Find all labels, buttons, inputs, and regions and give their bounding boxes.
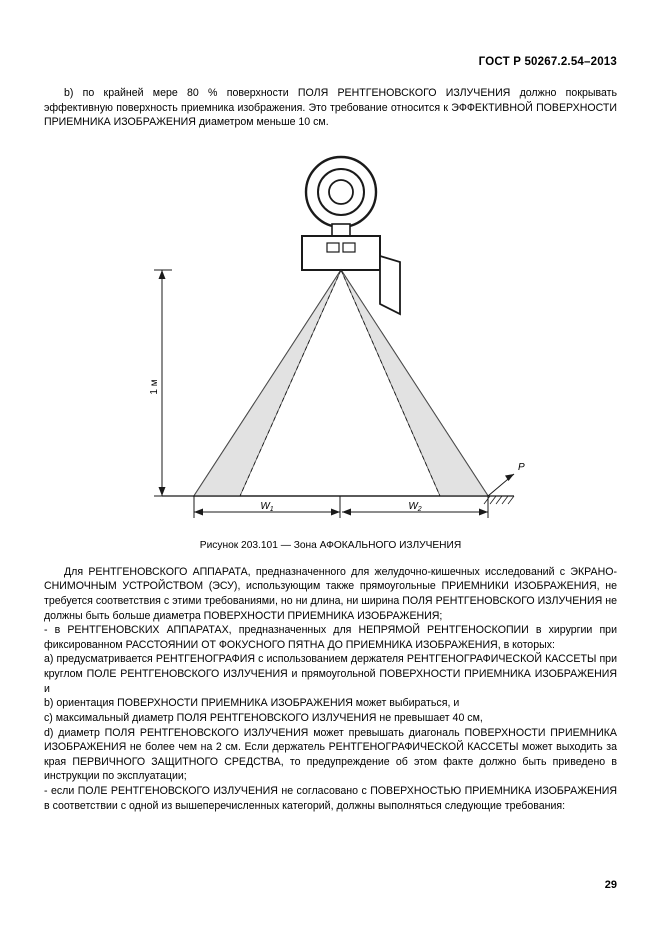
w2-arrow-left: [342, 508, 351, 515]
side-attachment: [380, 256, 400, 314]
paragraph-d: d) диаметр ПОЛЯ РЕНТГЕНОВСКОГО ИЗЛУЧЕНИЯ может превышать диагональ ПОВЕРХНОСТИ ПРИЕМНИКА ИЗОБРАЖЕНИЯ не более чем на 2 см. Если держатель РЕНТГЕНОГРАФИЧЕСКОЙ КАССЕТЫ может выходить за края ПЕРВИЧНОГО ЗАЩИТНОГО СРЕДСТВА, то предупреждение об этом факте должно быть приведено в инструкции по эксплуатации;: [44, 726, 617, 783]
w2-arrow-right: [479, 508, 488, 515]
paragraph-dash-2: - если ПОЛЕ РЕНТГЕНОВСКОГО ИЗЛУЧЕНИЯ не согласовано с ПОВЕРХНОСТЬЮ ПРИЕМНИКА ИЗОБРАЖЕНИЯ в соответствии с одной из вышеперечисленных категорий, должны выполняться следующие требования:: [44, 784, 617, 812]
top-text-block: [44, 86, 617, 130]
collimator-fitting-right: [343, 243, 355, 252]
collimator-box: [302, 236, 380, 270]
w2-label: $W_2$: [408, 500, 422, 513]
page-number: 29: [604, 879, 617, 891]
paragraph-b: b) по крайней мере 80 % поверхности ПОЛЯ РЕНТГЕНОВСКОГО ИЗЛУЧЕНИЯ должно покрывать эффективную поверхность приемника изображения. Это требование относится к ЭФФЕКТИВНОЙ ПОВЕРХНОСТИ ПРИЕМНИКА ИЗОБРАЖЕНИЯ диаметром меньше 10 см.: [44, 87, 617, 129]
page-header: ГОСТ Р 50267.2.54–2013: [478, 56, 617, 68]
lower-text-block: [44, 565, 617, 813]
w1-arrow-right: [331, 508, 340, 515]
paragraph-b2: b) ориентация ПОВЕРХНОСТИ ПРИЕМНИКА ИЗОБРАЖЕНИЯ может выбираться, и: [44, 697, 460, 710]
w1-arrow-left: [194, 508, 203, 515]
afocal-zone-right: [341, 270, 488, 496]
figure-diagram: [44, 144, 617, 534]
collimator-fitting-left: [327, 243, 339, 252]
paragraph-a: a) предусматривается РЕНТГЕНОГРАФИЯ с использованием держателя РЕНТГЕНОГРАФИЧЕСКОЙ КАССЕТЫ при круглом ПОЛЕ РЕНТГЕНОВСКОГО ИЗЛУЧЕНИЯ и прямоугольной ПОВЕРХНОСТИ ПРИЕМНИКА ИЗОБРАЖЕНИЯ и: [44, 653, 617, 695]
afocal-zone-left: [194, 270, 341, 496]
height-arrow-top: [159, 270, 166, 279]
w1-label: $W_1$: [260, 500, 274, 513]
paragraph-c: c) максимальный диаметр ПОЛЯ РЕНТГЕНОВСКОГО ИЗЛУЧЕНИЯ не превышает 40 см,: [44, 711, 483, 724]
paragraph-dash-1: - в РЕНТГЕНОВСКИХ АППАРАТАХ, предназначенных для НЕПРЯМОЙ РЕНТГЕНОСКОПИИ в хирургии при фиксированном РАССТОЯНИИ ОТ ФОКУСНОГО ПЯТНА ДО ПРИЕМНИКА ИЗОБРАЖЕНИЯ, в которых:: [44, 624, 617, 651]
height-arrow-bottom: [159, 487, 166, 496]
figure-caption: Рисунок 203.101 — Зона АФОКАЛЬНОГО ИЗЛУЧЕНИЯ: [199, 539, 462, 551]
tube-inner-circle: [329, 180, 353, 204]
point-p-label: P: [518, 461, 525, 473]
paragraph-intro: Для РЕНТГЕНОВСКОГО АППАРАТА, предназначенного для желудочно-кишечных исследований с ЭКРАНО-СНИМОЧНЫМ УСТРОЙСТВОМ (ЭСУ), использующим также прямоугольные ПРИЕМНИКИ ИЗОБРАЖЕНИЯ, не требуется соответствия с этими требованиями, но ни длина, ни ширина ПОЛЯ РЕНТГЕНОВСКОГО ИЗЛУЧЕНИЯ не должны быть больше диаметра ПОВЕРХНОСТИ ПРИЕМНИКА ИЗОБРАЖЕНИЯ;: [44, 565, 617, 622]
height-dimension-label: 1 м: [149, 379, 160, 395]
figure-203-101: [44, 144, 617, 534]
